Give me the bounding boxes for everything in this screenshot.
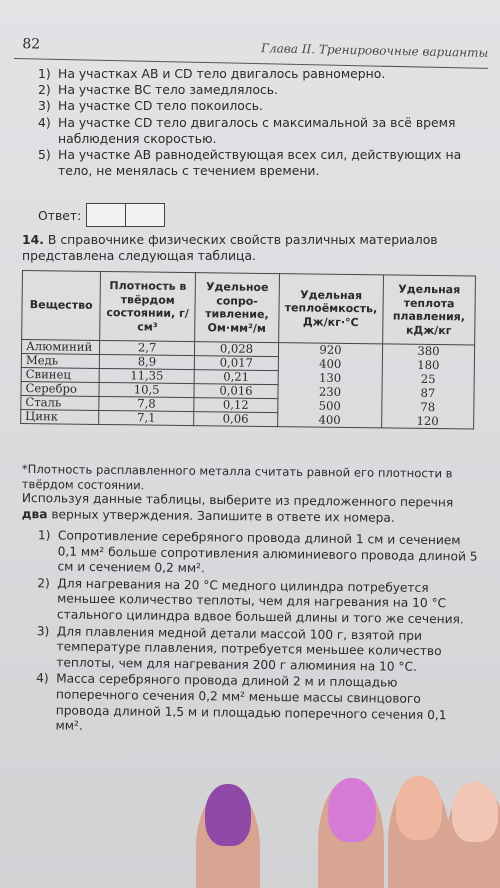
option-number: 1) [38, 66, 51, 81]
column-header: Удельное сопро-тивление, Ом·мм²/м [195, 273, 280, 343]
option-text: На участке AB равнодействующая всех сил, действующих на тело, не менялась с течением времени. [58, 147, 462, 179]
table-cell: 380 [382, 344, 474, 359]
option-item [38, 82, 478, 98]
table-cell: 180 [382, 358, 474, 373]
table-footnote: *Плотность расплавленного металла считать равной его плотности в твёрдом состоянии. [21, 462, 453, 492]
table-cell: 0,028 [194, 342, 278, 357]
table-cell: 920 [278, 343, 382, 358]
table-cell: Алюминий [21, 340, 99, 355]
page-header [14, 36, 488, 69]
option-text: На участках AB и CD тело двигалось равномерно. [58, 66, 386, 81]
table-cell: 7,8 [99, 396, 194, 411]
table-cell: 7,1 [99, 410, 194, 425]
question-14 [22, 232, 478, 264]
table-header-row [22, 271, 476, 346]
option-text: На участке BC тело замедлялось. [58, 82, 278, 98]
fingernail-purple [205, 784, 251, 846]
statement-item [35, 672, 476, 740]
fingernail-pink [328, 778, 376, 842]
table-cell: 10,5 [99, 382, 194, 397]
fingers-overlay [0, 770, 500, 888]
column-header: Плотность в твёрдом состоянии, г/см³ [100, 271, 196, 341]
option-text: На участке CD тело покоилось. [58, 98, 263, 114]
table-cell: 500 [278, 399, 382, 414]
table-cell: 2,7 [100, 340, 195, 355]
instruction-part: верных утверждения. Запишите в ответе их номера. [47, 506, 395, 525]
statement-item [37, 576, 478, 628]
column-header: Вещество [22, 271, 101, 341]
answer-boxes [87, 203, 165, 227]
statements-list [19, 528, 477, 740]
question-number: 14. [22, 232, 44, 247]
option-item [38, 98, 478, 114]
table-cell: 11,35 [99, 368, 194, 383]
statement-text: Для нагревания на 20 °C медного цилиндра потребуется меньшее количество теплоты, чем для нагревания на 10 °C стального цилиндра вдвое большей длины и того же сечения. [56, 576, 464, 627]
table-cell: Серебро [21, 381, 99, 396]
option-number: 3) [38, 98, 51, 114]
table-cell: Медь [21, 353, 99, 368]
statement-text: Масса серебряного провода длиной 2 м и площадью поперечного сечения 0,2 мм² меньше массы свинцового провода длиной 1,5 м и площадью поперечного сечения 0,1 мм². [55, 671, 447, 733]
table-cell: 0,06 [194, 412, 278, 427]
table-cell: 8,9 [100, 354, 195, 369]
chapter-title: Глава II. Тренировочные варианты [260, 41, 489, 60]
table-cell: Цинк [21, 409, 99, 424]
table-cell: 0,12 [194, 398, 278, 413]
column-header: Удельная теплота плавления, кДж/кг [383, 275, 476, 345]
statement-number: 1) [37, 528, 51, 543]
question-text: В справочнике физических свойств различных материалов представлена следующая таблица. [22, 232, 438, 263]
instruction-emphasis: два [21, 506, 48, 521]
fingernail-light [452, 782, 498, 842]
statement-text: Для плавления медной детали массой 100 г, взятой при температуре плавления, потребуется меньшее количество теплоты, чем для нагревания 200 г алюминия на 10 °C. [56, 623, 442, 674]
table-cell: 400 [278, 357, 382, 372]
option-item [38, 66, 478, 82]
option-number: 5) [38, 147, 51, 163]
answer-label: Ответ: [38, 207, 82, 223]
table-cell: 130 [278, 371, 382, 386]
table-cell: Свинец [21, 367, 99, 382]
option-number: 2) [38, 82, 51, 98]
statement-text: Сопротивление серебряного провода длиной 1 см и сечением 0,1 мм² больше сопротивления алюминиевого провода длиной 5 см и сечением 0,2 мм². [57, 528, 478, 576]
option-item [38, 147, 478, 179]
table-cell: 25 [382, 372, 474, 387]
table-cell: 0,21 [194, 370, 278, 385]
table-cell: 78 [382, 400, 474, 415]
statement-item [36, 624, 477, 676]
table-cell: 0,016 [194, 384, 278, 399]
statement-item [37, 528, 478, 580]
statement-number: 2) [37, 575, 50, 591]
table-cell: 230 [278, 385, 382, 400]
column-header: Удельная теплоёмкость, Дж/кг·°С [279, 274, 384, 344]
table-cell: Сталь [21, 395, 99, 410]
fingernail-peach [396, 776, 442, 840]
table-cell: 0,017 [194, 356, 278, 371]
statement-number: 3) [36, 623, 50, 638]
answer-row [38, 203, 165, 227]
table-cell: 120 [382, 414, 474, 429]
table-cell: 400 [278, 413, 382, 428]
answer-box-2[interactable] [125, 203, 165, 227]
question-13-options [22, 66, 478, 179]
instruction-part: Используя данные таблицы, выберите из предложенного перечня [21, 491, 454, 510]
page-number: 82 [22, 36, 41, 53]
properties-table [20, 270, 476, 430]
statement-number: 4) [36, 671, 49, 686]
option-text: На участке CD тело двигалось с максимальной за всё время наблюдения скоростью. [58, 114, 456, 146]
instruction-text [22, 491, 478, 527]
table-cell: 87 [382, 386, 474, 401]
answer-box-1[interactable] [86, 203, 126, 227]
option-number: 4) [38, 114, 51, 130]
option-item [38, 115, 478, 147]
